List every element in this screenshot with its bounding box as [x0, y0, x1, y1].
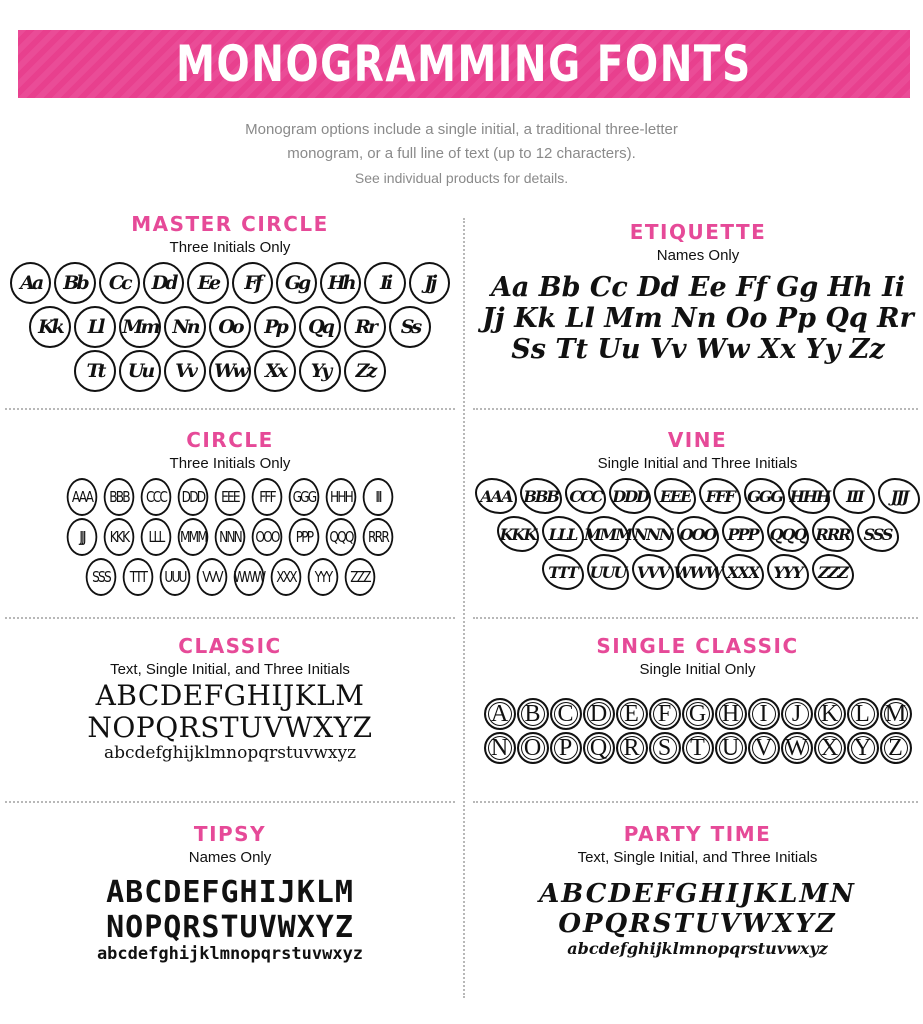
monogram-glyph: Oo [209, 306, 251, 348]
letter-glyph: A [484, 698, 516, 730]
letter-glyph: B [517, 698, 549, 730]
specimen-row: ABCDEFGHIJKLM [106, 875, 354, 910]
font-specimen [478, 272, 918, 365]
font-specimen [10, 876, 450, 965]
monogram-glyph: Bb [54, 262, 95, 304]
intro-line-2: monogram, or a full line of text (up to 12 characters). [287, 145, 636, 162]
monogram-glyph: Cc [99, 262, 140, 304]
monogram-glyph: BBB [104, 478, 135, 516]
monogram-glyph: JJJ [67, 518, 98, 556]
letter-glyph: H [715, 698, 747, 730]
specimen-row [10, 478, 450, 516]
monogram-glyph: Hh [320, 262, 361, 304]
panel-party-time [475, 822, 920, 958]
monogram-glyph: Jj [409, 262, 450, 304]
letter-glyph: F [649, 698, 681, 730]
font-specimen [10, 680, 450, 764]
panel-subtitle: Names Only [188, 849, 272, 866]
monogram-glyph: UUU [159, 558, 190, 596]
monogram-glyph: SSS [85, 558, 116, 596]
intro-line-1: Monogram options include a single initial, a traditional three-letter [245, 121, 678, 138]
monogram-glyph: JJJ [878, 478, 920, 514]
specimen-row: abcdefghijklmnopqrstuvwxyz [103, 743, 357, 764]
monogram-glyph: RRR [363, 518, 394, 556]
panel-title: CIRCLE [186, 428, 274, 452]
monogram-glyph: Rr [344, 306, 386, 348]
monogram-glyph: TTT [122, 558, 153, 596]
font-specimen [475, 880, 920, 958]
panel-subtitle: Names Only [656, 247, 740, 264]
letter-glyph: R [616, 732, 648, 764]
monogram-glyph: Ll [74, 306, 116, 348]
monogram-glyph: Mm [119, 306, 161, 348]
monogram-glyph: FFF [252, 478, 283, 516]
panel-subtitle: Text, Single Initial, and Three Initials [110, 661, 350, 678]
panel-title: SINGLE CLASSIC [596, 634, 799, 658]
monogram-glyph: YYY [307, 558, 338, 596]
monogram-glyph: DDD [178, 478, 209, 516]
monogram-glyph: Kk [29, 306, 71, 348]
monogram-glyph: KKK [104, 518, 135, 556]
monogram-glyph: III [363, 478, 394, 516]
monogram-glyph: CCC [141, 478, 172, 516]
monogram-glyph: AAA [67, 478, 98, 516]
monogram-glyph: GGG [744, 478, 786, 514]
monogram-glyph: Nn [164, 306, 206, 348]
panel-subtitle: Three Initials Only [169, 455, 291, 472]
monogram-glyph: CCC [565, 478, 607, 514]
letter-glyph: X [814, 732, 846, 764]
monogram-glyph: TTT [542, 554, 584, 590]
monogram-glyph: VVV [196, 558, 227, 596]
specimen-row [10, 518, 450, 556]
horizontal-divider [473, 617, 918, 619]
monogram-glyph: EEE [215, 478, 246, 516]
panel-single-classic [475, 634, 920, 766]
letter-glyph: U [715, 732, 747, 764]
specimen-row: ABCDEFGHIJKLM [95, 679, 365, 712]
monogram-glyph: OOO [677, 516, 719, 552]
horizontal-divider [5, 801, 455, 803]
panel-tipsy [10, 822, 450, 965]
letter-glyph: D [583, 698, 615, 730]
panel-title: VINE [667, 428, 728, 452]
letter-glyph: V [748, 732, 780, 764]
font-specimen [475, 478, 920, 590]
panel-master-circle [10, 212, 450, 394]
monogram-glyph: Dd [143, 262, 184, 304]
specimen-row [475, 698, 920, 730]
horizontal-divider [473, 801, 918, 803]
panel-subtitle: Single Initial and Three Initials [597, 455, 798, 472]
font-specimen [10, 478, 450, 596]
specimen-row [10, 350, 450, 392]
monogram-glyph: PPP [722, 516, 764, 552]
specimen-row: NOPQRSTUVWXYZ [106, 909, 354, 945]
monogram-glyph: Ww [209, 350, 251, 392]
panel-title: TIPSY [193, 822, 267, 846]
monogram-glyph: FFF [699, 478, 741, 514]
monogram-glyph: SSS [857, 516, 899, 552]
monogram-glyph: Ff [232, 262, 273, 304]
letter-glyph: O [517, 732, 549, 764]
panel-title: PARTY TIME [623, 822, 772, 846]
letter-glyph: C [550, 698, 582, 730]
monogram-glyph: Ss [389, 306, 431, 348]
specimen-row: Ss Tt Uu Vv Ww Xx Yy Zz [511, 334, 885, 366]
font-specimen [475, 698, 920, 764]
specimen-row [475, 478, 920, 514]
specimen-row: abcdefghijklmnopqrstuvwxyz [567, 938, 828, 958]
letter-glyph: I [748, 698, 780, 730]
monogram-glyph: NNN [632, 516, 674, 552]
horizontal-divider [473, 408, 918, 410]
specimen-row [475, 554, 920, 590]
monogram-glyph: ZZZ [344, 558, 375, 596]
monogram-glyph: QQQ [767, 516, 809, 552]
monogram-glyph: UUU [587, 554, 629, 590]
panel-title: CLASSIC [178, 634, 282, 658]
intro-text [150, 118, 773, 190]
monogram-glyph: MMM [587, 516, 629, 552]
letter-glyph: N [484, 732, 516, 764]
vertical-divider [463, 218, 465, 998]
panel-vine [475, 428, 920, 592]
monogram-glyph: RRR [812, 516, 854, 552]
specimen-row: OPQRSTUVWXYZ [558, 908, 837, 939]
letter-glyph: T [682, 732, 714, 764]
monogram-glyph: III [833, 478, 875, 514]
panel-subtitle: Three Initials Only [169, 239, 291, 256]
monogram-glyph: HHH [326, 478, 357, 516]
monogram-glyph: Vv [164, 350, 206, 392]
panel-etiquette [478, 220, 918, 365]
monogram-glyph: HHH [788, 478, 830, 514]
letter-glyph: W [781, 732, 813, 764]
letter-glyph: J [781, 698, 813, 730]
monogram-glyph: Yy [299, 350, 341, 392]
specimen-row [10, 262, 450, 304]
monogram-glyph: Pp [254, 306, 296, 348]
monogram-glyph: NNN [215, 518, 246, 556]
monogram-glyph: OOO [252, 518, 283, 556]
specimen-row: ABCDEFGHIJKLMN [539, 879, 856, 909]
monogram-glyph: XXX [270, 558, 301, 596]
monogram-glyph: Uu [119, 350, 161, 392]
monogram-glyph: Qq [299, 306, 341, 348]
letter-glyph: M [880, 698, 912, 730]
specimen-row [10, 306, 450, 348]
horizontal-divider [5, 408, 455, 410]
letter-glyph: Q [583, 732, 615, 764]
monogram-glyph: AAA [475, 478, 517, 514]
monogram-glyph: VVV [632, 554, 674, 590]
monogram-glyph: BBB [520, 478, 562, 514]
monogram-glyph: Xx [254, 350, 296, 392]
letter-glyph: L [847, 698, 879, 730]
panel-classic [10, 634, 450, 764]
monogram-glyph: XXX [722, 554, 764, 590]
monogram-glyph: PPP [289, 518, 320, 556]
letter-glyph: K [814, 698, 846, 730]
monogram-glyph: Aa [10, 262, 51, 304]
title-banner [18, 30, 910, 98]
letter-glyph: Z [880, 732, 912, 764]
specimen-row: Jj Kk Ll Mm Nn Oo Pp Qq Rr [482, 303, 914, 335]
monogram-glyph: Ee [187, 262, 228, 304]
monogram-glyph: Gg [276, 262, 317, 304]
font-specimen [10, 262, 450, 392]
horizontal-divider [5, 617, 455, 619]
specimen-row: NOPQRSTUVWXYZ [87, 711, 373, 745]
specimen-row [475, 732, 920, 764]
monogram-glyph: ZZZ [812, 554, 854, 590]
monogram-glyph: WWW [677, 554, 719, 590]
monogram-glyph: GGG [289, 478, 320, 516]
monogram-glyph: KKK [497, 516, 539, 552]
monogram-glyph: MMM [178, 518, 209, 556]
monogram-glyph: LLL [542, 516, 584, 552]
intro-line-3: See individual products for details. [354, 170, 569, 186]
letter-glyph: E [616, 698, 648, 730]
specimen-row [475, 516, 920, 552]
monogram-glyph: Ii [364, 262, 405, 304]
specimen-row: Aa Bb Cc Dd Ee Ff Gg Hh Ii [490, 272, 906, 303]
letter-glyph: Y [847, 732, 879, 764]
panel-circle [10, 428, 450, 598]
letter-glyph: P [550, 732, 582, 764]
monogram-glyph: DDD [609, 478, 651, 514]
panel-subtitle: Text, Single Initial, and Three Initials [577, 849, 818, 866]
monogram-glyph: WWW [233, 558, 264, 596]
specimen-row: abcdefghijklmnopqrstuvwxyz [96, 944, 364, 964]
panel-title: MASTER CIRCLE [131, 212, 329, 236]
monogram-glyph: QQQ [326, 518, 357, 556]
monogram-glyph: EEE [654, 478, 696, 514]
monogram-glyph: Zz [344, 350, 386, 392]
monogram-glyph: YYY [767, 554, 809, 590]
monogram-glyph: LLL [141, 518, 172, 556]
specimen-row [10, 558, 450, 596]
panel-subtitle: Single Initial Only [639, 661, 756, 678]
monogram-glyph: Tt [74, 350, 116, 392]
letter-glyph: S [649, 732, 681, 764]
panel-title: ETIQUETTE [629, 220, 767, 244]
page-title: MONOGRAMMING FONTS [176, 35, 752, 93]
letter-glyph: G [682, 698, 714, 730]
